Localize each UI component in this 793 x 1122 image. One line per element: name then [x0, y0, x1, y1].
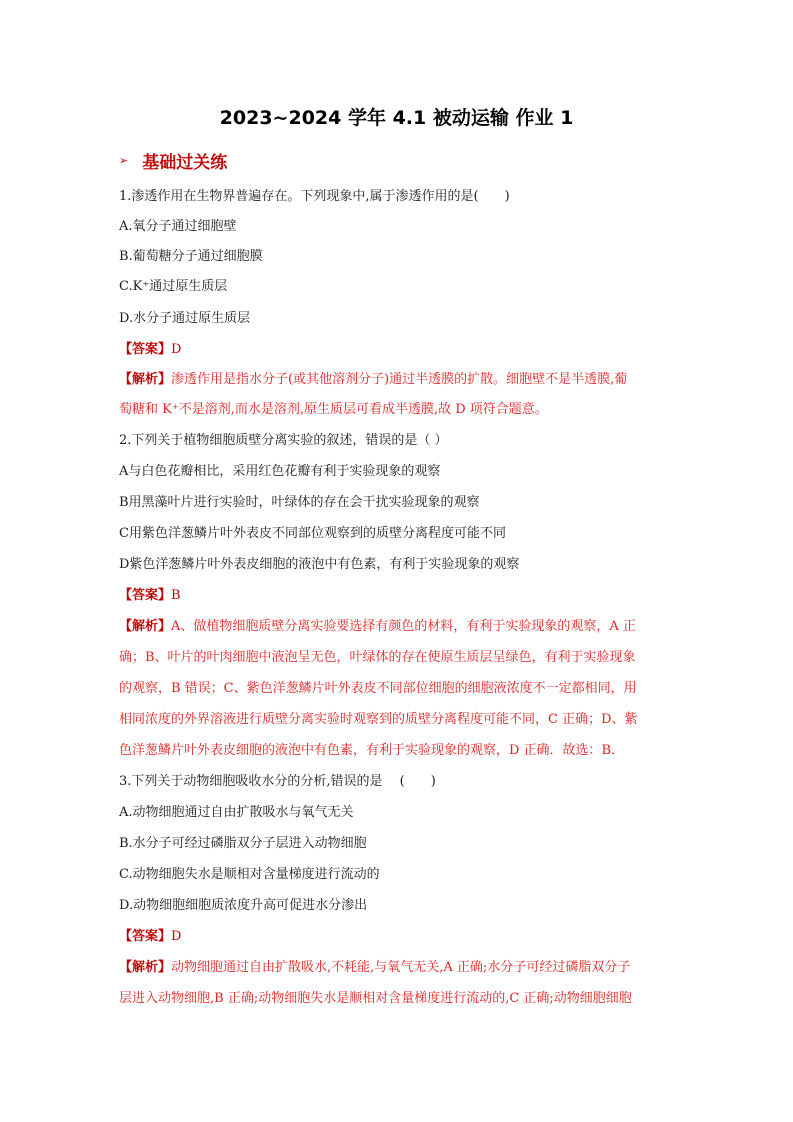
- question-line: [119, 248, 263, 266]
- line-text: D紫色洋葱鳞片叶外表皮细胞的液泡中有色素，有利于实验现象的观察: [119, 557, 520, 572]
- answer-label: 【答案】: [119, 929, 172, 944]
- question-line: [119, 463, 440, 481]
- question-line: [119, 556, 519, 574]
- line-text: D.动物细胞细胞质浓度升高可促进水分渗出: [119, 898, 368, 913]
- section-heading-label: 基础过关练: [142, 153, 228, 173]
- question-line: [119, 218, 237, 236]
- line-text: B: [171, 588, 181, 603]
- explanation-label: 【解析】: [119, 619, 172, 634]
- line-text: A.动物细胞通过自由扩散吸水与氧气无关: [119, 805, 354, 820]
- explanation-line: [119, 371, 627, 389]
- page-title: 2023~2024 学年 4.1 被动运输 作业 1: [219, 107, 574, 129]
- line-text: 渗透作用是指水分子(或其他溶剂分子)通过半透膜的扩散。细胞壁不是半透膜,葡: [171, 372, 628, 387]
- line-text: 层进入动物细胞,B 正确;动物细胞失水是顺相对含量梯度进行流动的,C 正确;动物细胞细胞: [119, 991, 632, 1006]
- question-line: [119, 773, 436, 791]
- line-text: A.氧分子通过细胞壁: [119, 219, 237, 234]
- question-line: [119, 494, 480, 512]
- explanation-continuation: [119, 742, 624, 760]
- line-text: C.K⁺通过原生质层: [119, 279, 228, 294]
- line-text: 相同浓度的外界溶液进行质壁分离实验时观察到的质壁分离程度可能不同，C 正确；D、紫: [119, 712, 638, 727]
- question-line: [119, 804, 354, 822]
- explanation-line: [119, 959, 630, 977]
- question-line: [119, 525, 506, 543]
- answer-line: [119, 587, 181, 605]
- line-text: C用紫色洋葱鳞片叶外表皮不同部位观察到的质壁分离程度可能不同: [119, 526, 506, 541]
- explanation-continuation: [119, 649, 636, 667]
- question-line: [119, 278, 227, 296]
- question-line: [119, 835, 367, 853]
- answer-line: [119, 928, 181, 946]
- explanation-continuation: [119, 401, 548, 419]
- line-text: D: [171, 929, 182, 944]
- answer-label: 【答案】: [119, 588, 172, 603]
- answer-label: 【答案】: [119, 342, 172, 357]
- line-text: A与白色花瓣相比，采用红色花瓣有利于实验现象的观察: [119, 464, 441, 479]
- line-text: B.水分子可经过磷脂双分子层进入动物细胞: [119, 836, 367, 851]
- answer-line: [119, 341, 181, 359]
- explanation-line: [119, 618, 636, 636]
- question-line: [119, 866, 380, 884]
- explanation-label: 【解析】: [119, 372, 172, 387]
- line-text: 3.下列关于动物细胞吸收水分的分析,错误的是 ( ): [119, 774, 436, 789]
- explanation-continuation: [119, 680, 637, 698]
- line-text: 确；B、叶片的叶肉细胞中液泡呈无色，叶绿体的存在使原生质层呈绿色，有利于实验现象: [119, 650, 636, 665]
- line-text: 萄糖和 K⁺不是溶剂,而水是溶剂,原生质层可看成半透膜,故 D 项符合题意。: [119, 402, 548, 417]
- question-line: [119, 310, 250, 328]
- explanation-continuation: [119, 990, 632, 1008]
- question-line: [119, 188, 510, 206]
- line-text: B.葡萄糖分子通过细胞膜: [119, 249, 263, 264]
- explanation-continuation: [119, 711, 638, 729]
- line-text: C.动物细胞失水是顺相对含量梯度进行流动的: [119, 867, 380, 882]
- line-text: 1.渗透作用在生物界普遍存在。下列现象中,属于渗透作用的是( ): [119, 189, 510, 204]
- line-text: B用黑藻叶片进行实验时，叶绿体的存在会干扰实验现象的观察: [119, 495, 480, 510]
- line-text: D.水分子通过原生质层: [119, 311, 251, 326]
- question-line: [119, 897, 367, 915]
- line-text: D: [171, 342, 182, 357]
- question-line: [119, 432, 448, 450]
- arrow-bullet-icon: ➢: [119, 154, 129, 167]
- section-heading: [119, 148, 227, 173]
- line-text: 色洋葱鳞片叶外表皮细胞的液泡中有色素，有利于实验现象的观察，D 正确．故选：B．: [119, 743, 625, 758]
- line-text: 的观察，B 错误；C、紫色洋葱鳞片叶外表皮不同部位细胞的细胞液浓度不一定都相同，用: [119, 681, 637, 696]
- line-text: 2.下列关于植物细胞质壁分离实验的叙述，错误的是（ ）: [119, 433, 448, 448]
- explanation-label: 【解析】: [119, 960, 172, 975]
- line-text: 动物细胞通过自由扩散吸水,不耗能,与氧气无关,A 正确;水分子可经过磷脂双分子: [171, 960, 631, 975]
- line-text: A、做植物细胞质壁分离实验要选择有颜色的材料，有利于实验现象的观察，A 正: [171, 619, 636, 634]
